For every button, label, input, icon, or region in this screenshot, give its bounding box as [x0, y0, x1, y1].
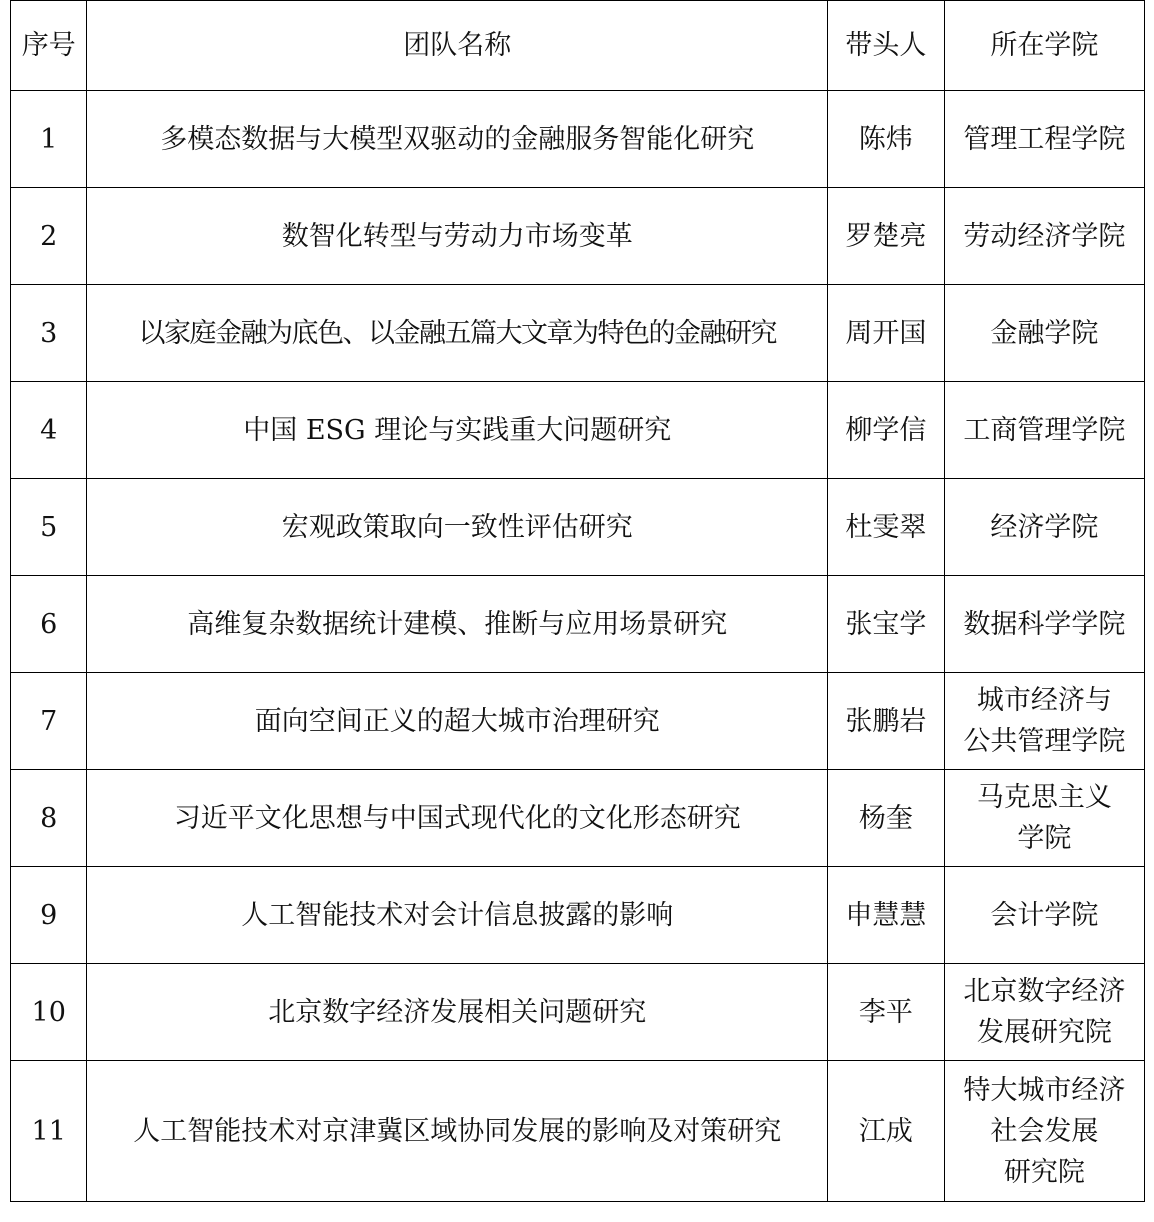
header-college: 所在学院	[944, 1, 1144, 91]
team-leader: 陈炜	[828, 91, 945, 188]
row-no: 1	[11, 91, 87, 188]
team-college: 管理工程学院	[944, 91, 1144, 188]
team-college: 城市经济与 公共管理学院	[944, 673, 1144, 770]
team-name: 宏观政策取向一致性评估研究	[87, 479, 828, 576]
team-name: 以家庭金融为底色、以金融五篇大文章为特色的金融研究	[87, 285, 828, 382]
team-name: 中国 ESG 理论与实践重大问题研究	[87, 382, 828, 479]
team-leader: 杜雯翠	[828, 479, 945, 576]
table-row	[11, 1061, 1145, 1202]
row-no: 9	[11, 867, 87, 964]
team-leader: 李平	[828, 964, 945, 1061]
row-no: 4	[11, 382, 87, 479]
team-name: 人工智能技术对会计信息披露的影响	[87, 867, 828, 964]
team-leader: 张宝学	[828, 576, 945, 673]
table-row	[11, 188, 1145, 285]
team-name: 面向空间正义的超大城市治理研究	[87, 673, 828, 770]
header-team-name: 团队名称	[87, 1, 828, 91]
table-row	[11, 867, 1145, 964]
header-row	[11, 1, 1145, 91]
team-leader: 申慧慧	[828, 867, 945, 964]
header-no: 序号	[11, 1, 87, 91]
table-row	[11, 576, 1145, 673]
table-row	[11, 770, 1145, 867]
team-college: 工商管理学院	[944, 382, 1144, 479]
row-no: 5	[11, 479, 87, 576]
row-no: 2	[11, 188, 87, 285]
teams-table	[10, 0, 1145, 1202]
row-no: 3	[11, 285, 87, 382]
team-leader: 江成	[828, 1061, 945, 1202]
team-leader: 柳学信	[828, 382, 945, 479]
team-leader: 罗楚亮	[828, 188, 945, 285]
team-name: 数智化转型与劳动力市场变革	[87, 188, 828, 285]
header-leader: 带头人	[828, 1, 945, 91]
team-leader: 张鹏岩	[828, 673, 945, 770]
team-college: 金融学院	[944, 285, 1144, 382]
table-row	[11, 91, 1145, 188]
team-name: 高维复杂数据统计建模、推断与应用场景研究	[87, 576, 828, 673]
team-leader: 周开国	[828, 285, 945, 382]
table-row	[11, 673, 1145, 770]
team-college: 劳动经济学院	[944, 188, 1144, 285]
team-college: 经济学院	[944, 479, 1144, 576]
team-college: 特大城市经济 社会发展 研究院	[944, 1061, 1144, 1202]
table-row	[11, 964, 1145, 1061]
row-no: 6	[11, 576, 87, 673]
row-no: 8	[11, 770, 87, 867]
row-no: 11	[11, 1061, 87, 1202]
table-row	[11, 479, 1145, 576]
team-name: 多模态数据与大模型双驱动的金融服务智能化研究	[87, 91, 828, 188]
team-name: 人工智能技术对京津冀区域协同发展的影响及对策研究	[87, 1061, 828, 1202]
team-college: 数据科学学院	[944, 576, 1144, 673]
table-row	[11, 382, 1145, 479]
team-college: 北京数字经济 发展研究院	[944, 964, 1144, 1061]
team-name: 北京数字经济发展相关问题研究	[87, 964, 828, 1061]
team-college: 会计学院	[944, 867, 1144, 964]
table-row	[11, 285, 1145, 382]
team-leader: 杨奎	[828, 770, 945, 867]
team-name: 习近平文化思想与中国式现代化的文化形态研究	[87, 770, 828, 867]
row-no: 7	[11, 673, 87, 770]
team-college: 马克思主义 学院	[944, 770, 1144, 867]
row-no: 10	[11, 964, 87, 1061]
